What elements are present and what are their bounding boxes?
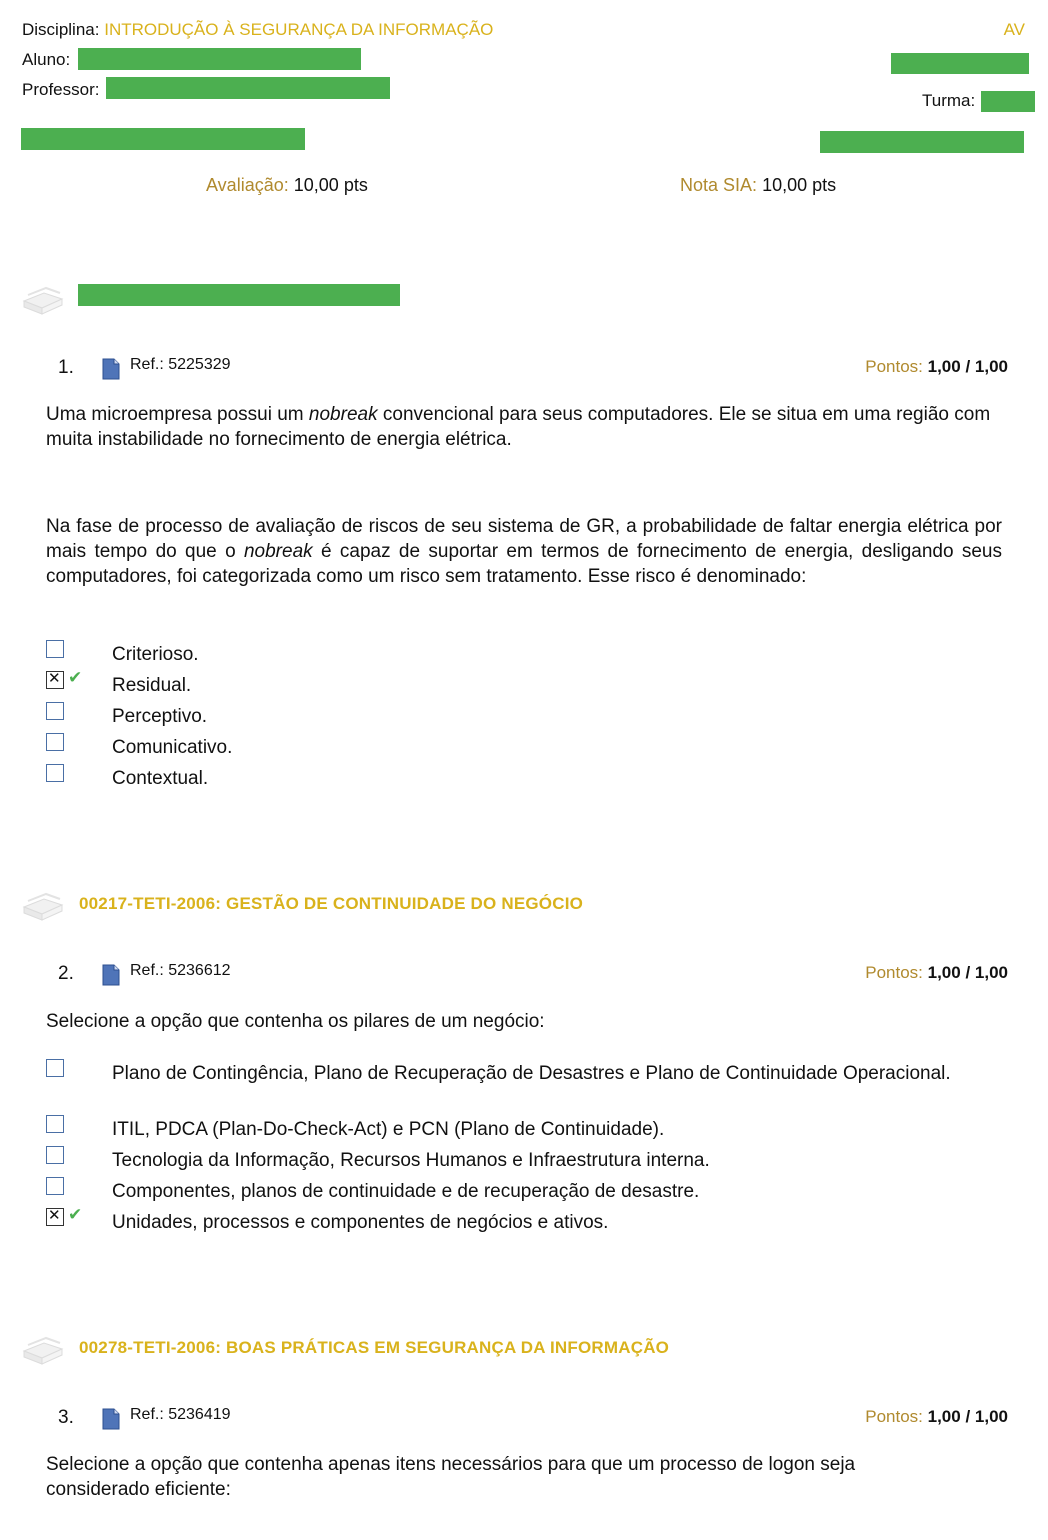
question-1-option[interactable]: Criterioso.	[46, 640, 1006, 670]
x-box-icon[interactable]	[46, 1208, 64, 1226]
date-redaction	[21, 128, 305, 150]
question-1-option[interactable]: Contextual.	[46, 764, 1006, 794]
question-2-number: 2.	[58, 963, 74, 984]
professor-redaction	[106, 77, 390, 99]
disciplina-value: INTRODUÇÃO À SEGURANÇA DA INFORMAÇÃO	[104, 20, 494, 39]
nota-sia-score: Nota SIA: 10,00 pts	[680, 175, 837, 195]
document-icon[interactable]	[102, 964, 120, 986]
question-2-option-selected[interactable]: ✕ ✔ Unidades, processos e componentes de negócios e ativos.	[46, 1208, 1006, 1238]
question-2-text: Selecione a opção que contenha os pilares de um negócio:	[46, 1011, 545, 1032]
turma-label: Turma:	[922, 91, 976, 110]
x-box-icon[interactable]	[46, 671, 64, 689]
check-icon: ✔	[68, 668, 83, 687]
book-icon	[20, 1331, 66, 1367]
document-icon[interactable]	[102, 1408, 120, 1430]
checkbox-icon[interactable]	[46, 640, 64, 658]
checkbox-icon[interactable]	[46, 1146, 64, 1164]
matricula-redaction	[891, 53, 1029, 74]
document-icon[interactable]	[102, 358, 120, 380]
section-1-title-redaction	[78, 284, 400, 306]
question-2-points: Pontos: 1,00 / 1,00	[865, 963, 1008, 982]
checkbox-icon[interactable]	[46, 702, 64, 720]
question-1-points: Pontos: 1,00 / 1,00	[865, 357, 1008, 376]
question-2-option[interactable]: Plano de Contingência, Plano de Recuperação de Desastres e Plano de Continuidade Operacional.	[46, 1059, 1006, 1115]
question-3-number: 3.	[58, 1407, 74, 1428]
question-2-option[interactable]: ITIL, PDCA (Plan-Do-Check-Act) e PCN (Plano de Continuidade).	[46, 1115, 1006, 1145]
avaliacao-score: Avaliação: 10,00 pts	[206, 175, 368, 195]
question-1-paragraph-1: Uma microempresa possui um nobreak convencional para seus computadores. Ele se situa em uma região com muita instabilidade no fornecimento de energia elétrica.	[46, 404, 991, 450]
question-1-option[interactable]: Perceptivo.	[46, 702, 1006, 732]
professor-label: Professor:	[22, 80, 100, 99]
section-3-title: 00278-TETI-2006: BOAS PRÁTICAS EM SEGURANÇA DA INFORMAÇÃO	[79, 1338, 670, 1357]
book-icon	[20, 887, 66, 923]
question-2-ref: Ref.: 5236612	[130, 962, 231, 979]
checkbox-icon[interactable]	[46, 1059, 64, 1077]
question-3-text: Selecione a opção que contenha apenas itens necessários para que um processo de logon seja considerado eficiente:	[46, 1454, 856, 1500]
question-3-points: Pontos: 1,00 / 1,00	[865, 1407, 1008, 1426]
question-2-option[interactable]: Componentes, planos de continuidade e de recuperação de desastre.	[46, 1177, 1006, 1207]
aluno-redaction	[78, 48, 361, 70]
question-1-option-selected[interactable]: ✕ ✔ Residual.	[46, 671, 1006, 701]
disciplina-row	[22, 20, 493, 40]
av-label: AV	[1003, 20, 1025, 39]
book-icon	[20, 281, 66, 317]
check-icon: ✔	[68, 1205, 83, 1224]
checkbox-icon[interactable]	[46, 733, 64, 751]
question-1-number: 1.	[58, 357, 74, 378]
question-2-option[interactable]: Tecnologia da Informação, Recursos Humanos e Infraestrutura interna.	[46, 1146, 1006, 1176]
question-1-paragraph-2: Na fase de processo de avaliação de riscos de seu sistema de GR, a probabilidade de faltar energia elétrica por mais tempo do que o nobreak é capaz de suportar em termos de fornecimento de energia, desligando seus computadores, foi categorizada como um risco sem tratamento. Esse risco é denominado:	[46, 516, 1003, 587]
disciplina-label: Disciplina:	[22, 20, 100, 39]
status-redaction	[820, 131, 1024, 153]
question-3-ref: Ref.: 5236419	[130, 1406, 231, 1423]
aluno-label: Aluno:	[22, 50, 71, 69]
checkbox-icon[interactable]	[46, 1115, 64, 1133]
turma-redaction	[981, 91, 1035, 112]
question-1-option[interactable]: Comunicativo.	[46, 733, 1006, 763]
section-2-title: 00217-TETI-2006: GESTÃO DE CONTINUIDADE DO NEGÓCIO	[79, 894, 584, 913]
checkbox-icon[interactable]	[46, 764, 64, 782]
question-1-ref: Ref.: 5225329	[130, 356, 231, 373]
checkbox-icon[interactable]	[46, 1177, 64, 1195]
